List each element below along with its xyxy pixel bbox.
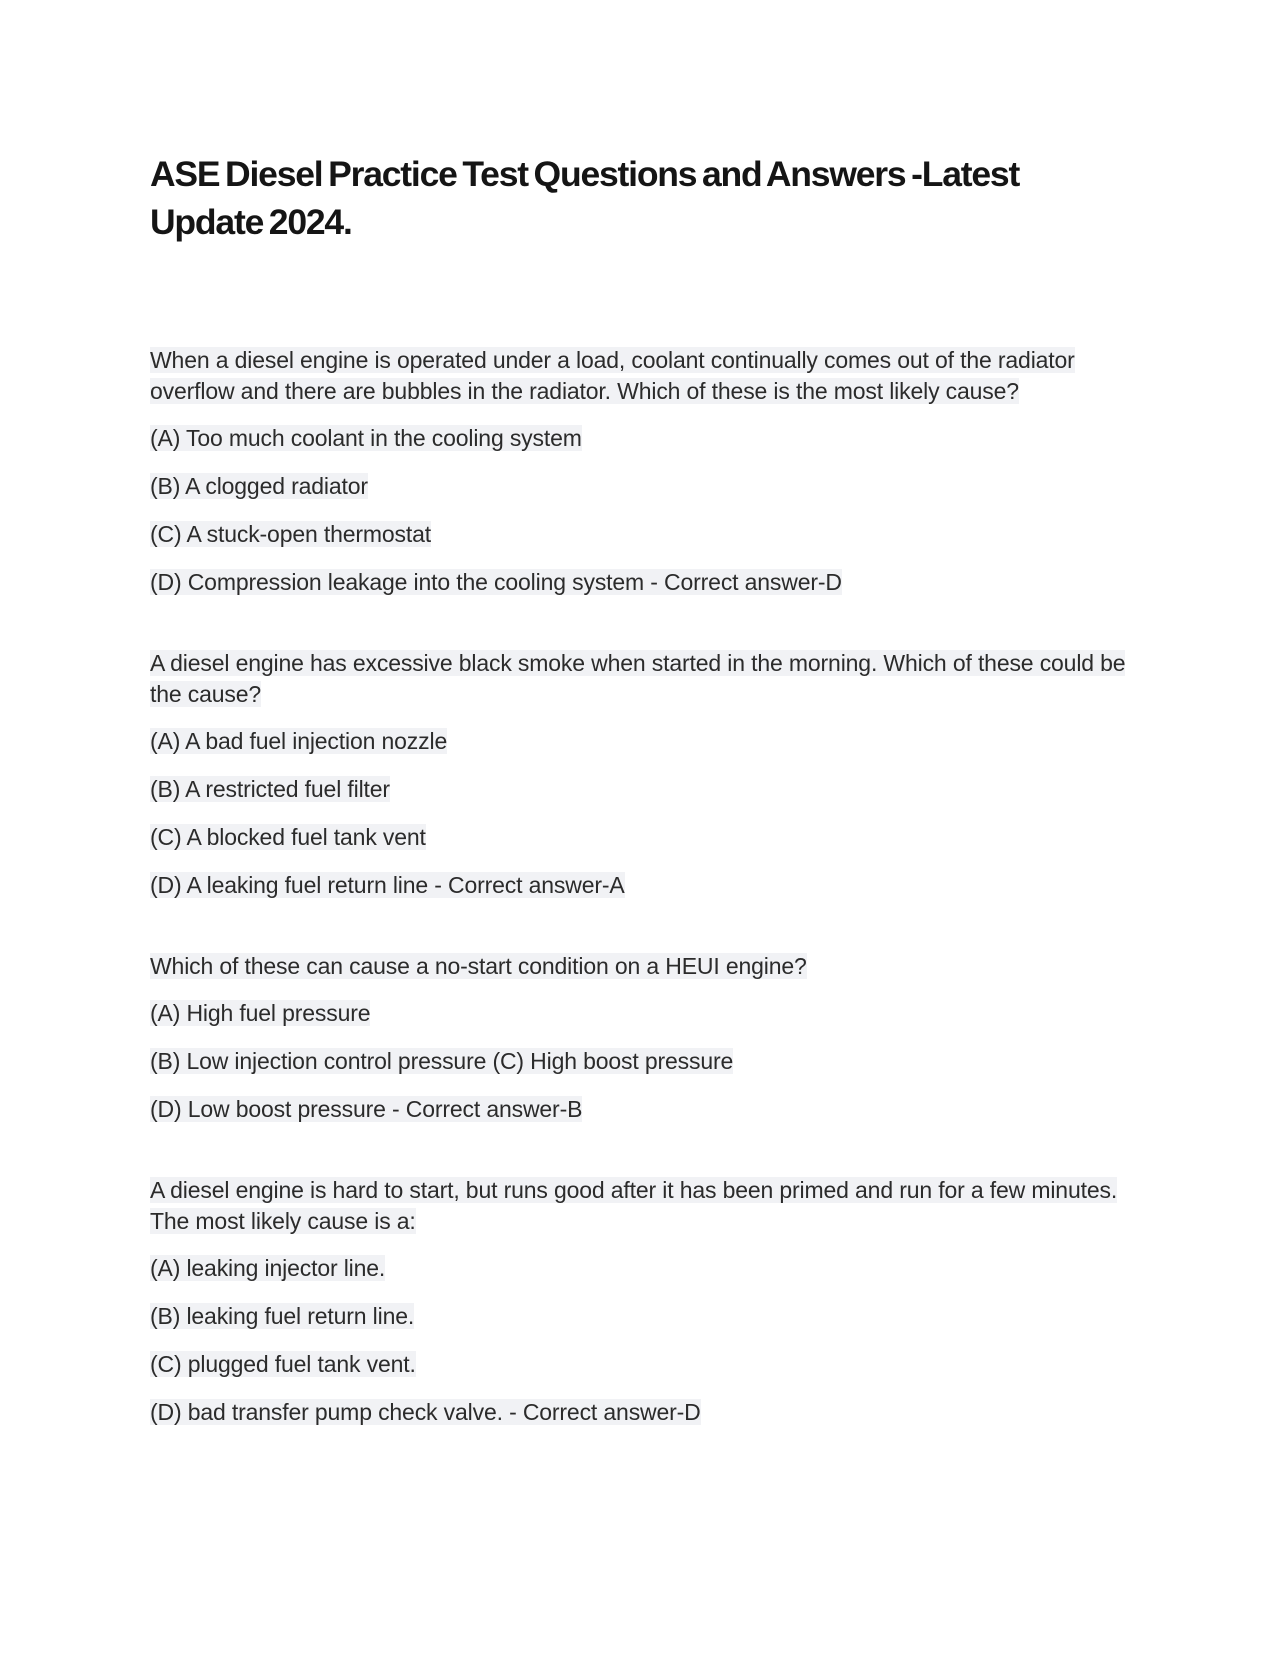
answer-option-text: (B) leaking fuel return line. <box>150 1303 415 1329</box>
question-stem-text: A diesel engine has excessive black smoke when started in the morning. Which of these could be the cause? <box>150 650 1126 707</box>
answer-option-text: (A) High fuel pressure <box>150 1000 371 1026</box>
title-line-1: ASE Diesel Practice Test Questions and Answers -Latest <box>150 154 1020 194</box>
answer-option-with-correct-answer <box>150 567 1130 598</box>
answer-option-text: (D) Low boost pressure - Correct answer-B <box>150 1096 583 1122</box>
answer-option-text: (C) plugged fuel tank vent. <box>150 1351 416 1377</box>
question-stem <box>150 1175 1130 1237</box>
answer-option-text: (C) A stuck-open thermostat <box>150 521 432 547</box>
question-4 <box>150 1175 1130 1428</box>
document-page <box>150 150 1130 1478</box>
question-stem <box>150 951 1130 982</box>
answer-option-with-correct-answer <box>150 870 1130 901</box>
document-title <box>150 150 1130 246</box>
question-list <box>150 345 1130 1428</box>
question-stem <box>150 648 1130 710</box>
answer-option <box>150 519 1130 550</box>
question-3 <box>150 951 1130 1125</box>
answer-option-text: (D) Compression leakage into the cooling system - Correct answer-D <box>150 569 842 595</box>
answer-option-with-correct-answer <box>150 1094 1130 1125</box>
question-1 <box>150 345 1130 598</box>
question-stem-text: Which of these can cause a no-start condition on a HEUI engine? <box>150 953 807 979</box>
answer-option-text: (A) Too much coolant in the cooling system <box>150 425 582 451</box>
answer-option-text: (B) A clogged radiator <box>150 473 368 499</box>
title-line-2: Update 2024. <box>150 202 352 242</box>
answer-option-text: (C) A blocked fuel tank vent <box>150 824 426 850</box>
question-2 <box>150 648 1130 901</box>
answer-option <box>150 1301 1130 1332</box>
answer-option-text: (D) bad transfer pump check valve. - Correct answer-D <box>150 1399 701 1425</box>
answer-option <box>150 726 1130 757</box>
answer-option <box>150 1349 1130 1380</box>
answer-option <box>150 471 1130 502</box>
question-stem <box>150 345 1130 407</box>
answer-option <box>150 423 1130 454</box>
question-stem-text: A diesel engine is hard to start, but runs good after it has been primed and run for a few minutes. The most likely cause is a: <box>150 1177 1118 1234</box>
answer-option-text: (A) leaking injector line. <box>150 1255 386 1281</box>
answer-option <box>150 1253 1130 1284</box>
question-stem-text: When a diesel engine is operated under a load, coolant continually comes out of the radiator overflow and there are bubbles in the radiator. Which of these is the most likely cause? <box>150 347 1075 404</box>
answer-option-text: (D) A leaking fuel return line - Correct answer-A <box>150 872 625 898</box>
answer-option-text: (A) A bad fuel injection nozzle <box>150 728 448 754</box>
answer-option <box>150 998 1130 1029</box>
answer-option <box>150 1046 1130 1077</box>
answer-option <box>150 774 1130 805</box>
answer-option <box>150 822 1130 853</box>
answer-option-with-correct-answer <box>150 1397 1130 1428</box>
answer-option-text: (B) A restricted fuel filter <box>150 776 390 802</box>
answer-option-text: (B) Low injection control pressure (C) High boost pressure <box>150 1048 734 1074</box>
